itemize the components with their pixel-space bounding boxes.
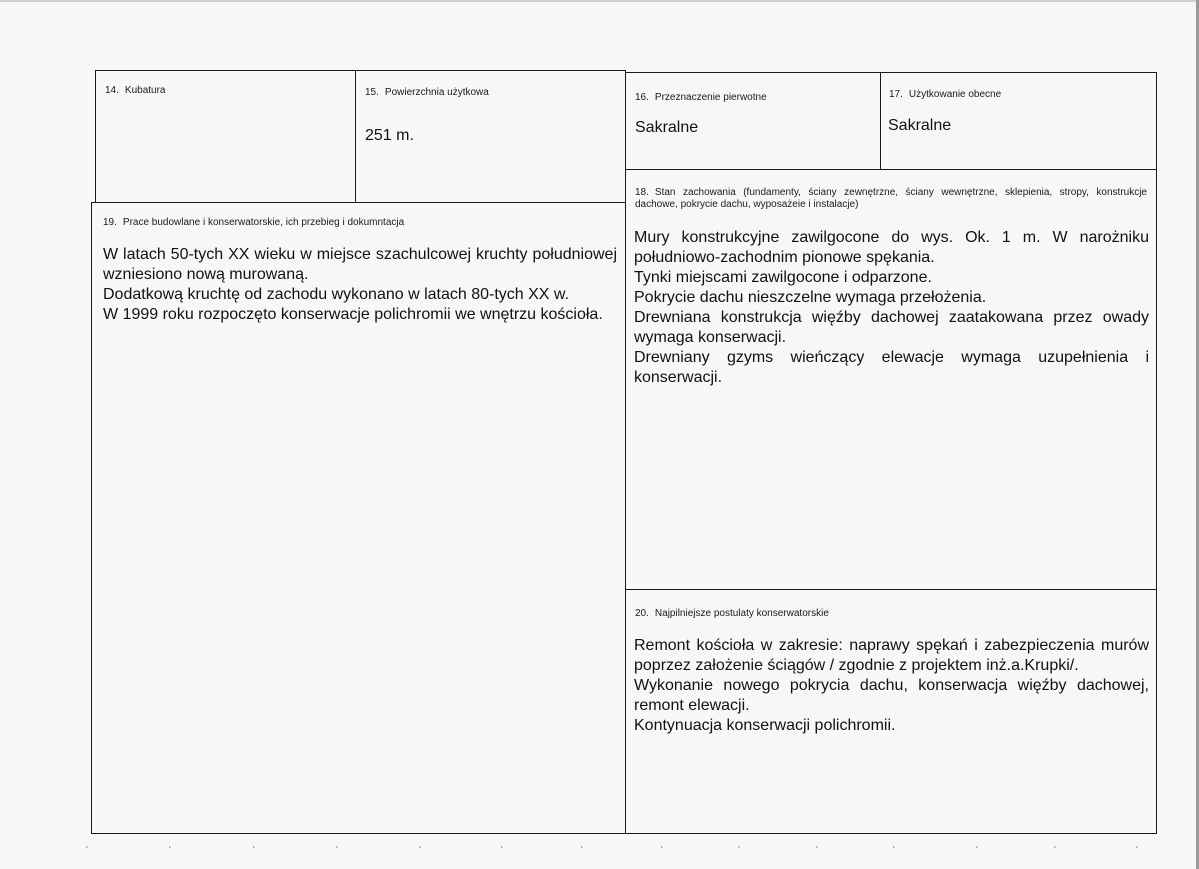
field-15-value: 251 m.	[365, 127, 414, 144]
field-19-paragraph: W latach 50-tych XX wieku w miejsce szachulcowej kruchty południowej wzniesiono nową murowaną.	[103, 246, 617, 283]
field-18-text	[634, 228, 1149, 388]
field-19-paragraph: Dodatkową kruchtę od zachodu wykonano w latach 80-tych XX w.	[103, 286, 570, 303]
binding-mark: ʾ	[1053, 845, 1057, 857]
binding-mark: ʿ	[418, 845, 422, 857]
field-19-text	[103, 245, 617, 325]
field-18-paragraph: Mury konstrukcyjne zawilgocone do wys. Ok. 1 m. W narożniku południowo-zachodnim pionowe spękania.	[634, 229, 1149, 266]
field-17-uzytkowanie	[880, 72, 1157, 170]
field-20-paragraph: Kontynuacja konserwacji polichromii.	[634, 717, 896, 734]
field-20-label: 20. Najpilniejsze postulaty konserwatorskie	[635, 608, 829, 619]
field-18-paragraph: Drewniana konstrukcja więźby dachowej zaatakowana przez owady wymaga konserwacji.	[634, 309, 1149, 346]
field-19-prace	[91, 202, 626, 834]
binding-mark: ʿ	[85, 845, 89, 857]
field-18-paragraph: Tynki miejscami zawilgocone i odparzone.	[634, 269, 932, 286]
binding-mark: ʾ	[975, 845, 979, 857]
field-20-text	[634, 636, 1149, 736]
field-19-label: 19. Prace budowlane i konserwatorskie, ich przebieg i dokumntacja	[103, 217, 405, 228]
field-20-postulaty	[625, 589, 1157, 834]
field-14-label: 14. Kubatura	[105, 85, 166, 96]
binding-marks	[0, 845, 1199, 861]
scan-top-edge	[0, 0, 1199, 2]
binding-mark: ʿ	[335, 845, 339, 857]
binding-mark: ʿ	[252, 845, 256, 857]
field-15-powierzchnia	[355, 70, 626, 203]
field-18-paragraph: Drewniany gzyms wieńczący elewacje wymaga uzupełnienia i konserwacji.	[634, 349, 1149, 386]
binding-mark: ʿ	[580, 845, 584, 857]
field-19-paragraph: W 1999 roku rozpoczęto konserwacje polichromii we wnętrzu kościoła.	[103, 306, 603, 323]
field-15-label: 15. Powierzchnia użytkowa	[365, 87, 489, 98]
binding-mark: ʿ	[500, 845, 504, 857]
field-18-paragraph: Pokrycie dachu nieszczelne wymaga przełożenia.	[634, 289, 987, 306]
field-16-label: 16. Przeznaczenie pierwotne	[635, 92, 767, 103]
field-16-value: Sakralne	[635, 119, 699, 136]
field-20-paragraph: Remont kościoła w zakresie: naprawy spękań i zabezpieczenia murów poprzez założenie ściągów / zgodnie z projektem inż.a.Krupki/.	[634, 637, 1149, 674]
field-14-kubatura	[95, 70, 356, 203]
field-20-paragraph: Wykonanie nowego pokrycia dachu, konserwacja więźby dachowej, remont elewacji.	[634, 677, 1149, 714]
binding-mark: ʾ	[1135, 845, 1139, 857]
field-18-stan-zachowania	[625, 169, 1157, 590]
binding-mark: ʿ	[660, 845, 664, 857]
binding-mark: ʿ	[737, 845, 741, 857]
field-17-value: Sakralne	[888, 117, 952, 134]
binding-mark: ʿ	[815, 845, 819, 857]
binding-mark: ʿ	[892, 845, 896, 857]
field-16-przeznaczenie	[625, 72, 881, 170]
field-17-label: 17. Użytkowanie obecne	[889, 89, 1002, 100]
binding-mark: ʿ	[168, 845, 172, 857]
field-18-label: 18. Stan zachowania (fundamenty, ściany zewnętrzne, ściany wewnętrzne, sklepienia, stropy, konstrukcje dachowe, pokrycie dachu, wyposażeie i instalacje)	[635, 187, 1147, 210]
